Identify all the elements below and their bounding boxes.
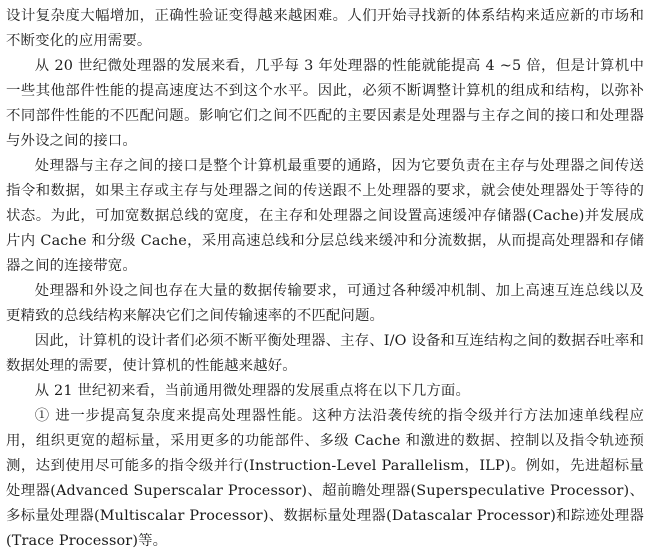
paragraph-point-one-ilp: ① 进一步提高复杂度来提高处理器性能。这种方法沿袭传统的指令级并行方法加速单线程应用，组织更宽的超标量，采用更多的功能部件、多级 Cache 和激进的数据、控制以及指令轨迹预测，达到使用尽可能多的指令级并行(Instruction-Level Parallelism，ILP)。例如，先进超标量处理器(Advanced Superscalar Processor)、超前瞻处理器(Superspeculative Processor)、多标量处理器(Multiscalar Processor)、数据标量处理器(Datascalar Processor)和踪迹处理器(Trace Processor)等。 (6, 408, 644, 549)
paragraph-peripheral-interface: 处理器和外设之间也存在大量的数据传输要求，可通过各种缓冲机制、加上高速互连总线以及更精致的总线结构来解决它们之间传输速率的不匹配问题。 (6, 283, 644, 324)
paragraph-21st-century-focus: 从 21 世纪初来看，当前通用微处理器的发展重点将在以下几方面。 (34, 383, 470, 399)
paragraph-intro-continuation: 设计复杂度大幅增加，正确性验证变得越来越困难。人们开始寻找新的体系结构来适应新的市场和不断变化的应用需要。 (6, 8, 644, 49)
paragraph-balance-design: 因此，计算机的设计者们必须不断平衡处理器、主存、I/O 设备和互连结构之间的数据吞吐率和数据处理的需要，使计算机的性能越来越好。 (6, 333, 644, 374)
paragraph-performance-gap: 从 20 世纪微处理器的发展来看，几乎每 3 年处理器的性能就能提高 4 ~5 倍，但是计算机中一些其他部件性能的提高速度达不到这个水平。因此，必须不断调整计算机的组成和结构，以弥补不同部件性能的不匹配问题。影响它们之间不匹配的主要因素是处理器与主存之间的接口和处理器与外设之间的接口。 (6, 58, 644, 149)
paragraph-memory-interface: 处理器与主存之间的接口是整个计算机最重要的通路，因为它要负责在主存与处理器之间传送指令和数据，如果主存或主存与处理器之间的传送跟不上处理器的要求，就会使处理器处于等待的状态。为此，可加宽数据总线的宽度，在主存和处理器之间设置高速缓冲存储器(Cache)并发展成片内 Cache 和分级 Cache，采用高速总线和分层总线来缓冲和分流数据，从而提高处理器和存储器之间的连接带宽。 (6, 158, 644, 274)
